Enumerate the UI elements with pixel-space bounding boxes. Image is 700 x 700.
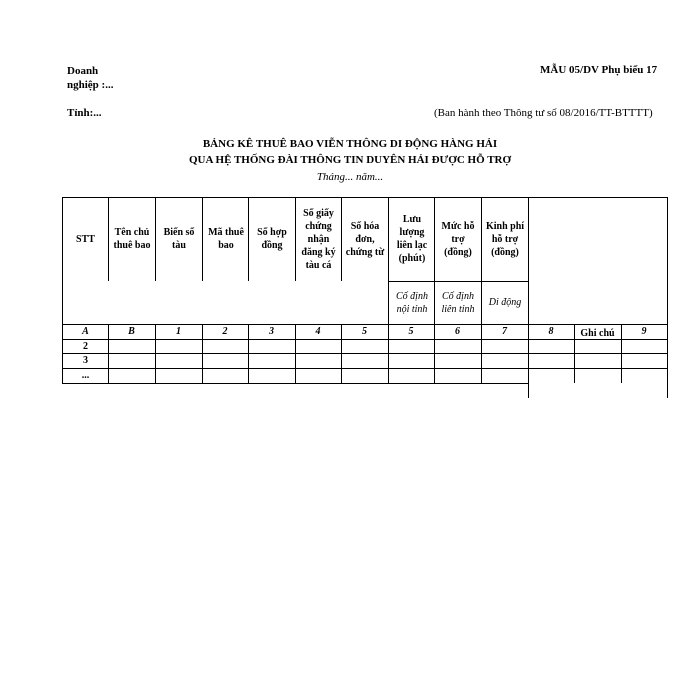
col-header-subscriber-code: Mã thuê bao bbox=[208, 227, 244, 251]
index-cell: 5 bbox=[408, 326, 414, 337]
index-cell: 5 bbox=[362, 326, 367, 337]
col-header-stt: STT bbox=[76, 233, 95, 245]
index-cell: 1 bbox=[176, 326, 181, 337]
subheader-fixed-intra-province: Cố định nội tỉnh bbox=[396, 290, 428, 315]
document-title-line1: BẢNG KÊ THUÊ BAO VIỄN THÔNG DI ĐỘNG HÀNG HẢI bbox=[202, 138, 498, 150]
subheader-fixed-inter-province: Cố định liên tỉnh bbox=[441, 290, 475, 315]
row-number: 2 bbox=[83, 340, 88, 352]
enterprise-label: Doanh nghiệp :... bbox=[67, 65, 114, 91]
index-cell: 6 bbox=[455, 326, 460, 337]
index-cell: B bbox=[128, 326, 135, 337]
row-number: ... bbox=[81, 370, 90, 381]
col-header-subscriber-name: Tên chủ thuê bao bbox=[113, 227, 151, 251]
index-cell: 3 bbox=[269, 326, 274, 337]
col-header-fishing-cert: Số giấy chứng nhận đăng ký tàu cá bbox=[301, 207, 336, 271]
form-code: MẪU 05/DV Phụ biểu 17 bbox=[540, 64, 658, 76]
index-cell: 9 bbox=[641, 326, 647, 337]
col-header-ship-plate: Biển số tàu bbox=[163, 227, 195, 251]
index-cell: 7 bbox=[502, 326, 507, 337]
row-number: 3 bbox=[83, 355, 88, 366]
notes-label: Ghi chú bbox=[580, 328, 615, 339]
index-cell: 4 bbox=[315, 326, 321, 337]
province-label: Tỉnh:... bbox=[67, 107, 102, 119]
col-header-support-funding: Kinh phí hỗ trợ (đồng) bbox=[485, 220, 525, 258]
document-title-line2: QUA HỆ THỐNG ĐÀI THÔNG TIN DUYÊN HẢI ĐƯỢC HỖ TRỢ bbox=[188, 154, 512, 166]
col-header-traffic-minutes: Lưu lượng liên lạc (phút) bbox=[396, 214, 428, 264]
col-header-invoice-number: Số hóa đơn, chứng từ bbox=[345, 220, 385, 258]
col-header-contract-number: Số hợp đồng bbox=[257, 227, 287, 251]
subheader-mobile: Di động bbox=[488, 297, 522, 308]
index-cell: 8 bbox=[548, 326, 554, 337]
index-cell: A bbox=[82, 326, 89, 337]
circular-reference: (Ban hành theo Thông tư số 08/2016/TT-BTTTT) bbox=[434, 107, 653, 119]
index-cell: 2 bbox=[222, 326, 228, 337]
report-period: Tháng... năm... bbox=[316, 171, 384, 183]
col-header-support-rate: Mức hỗ trợ (đồng) bbox=[441, 220, 475, 258]
